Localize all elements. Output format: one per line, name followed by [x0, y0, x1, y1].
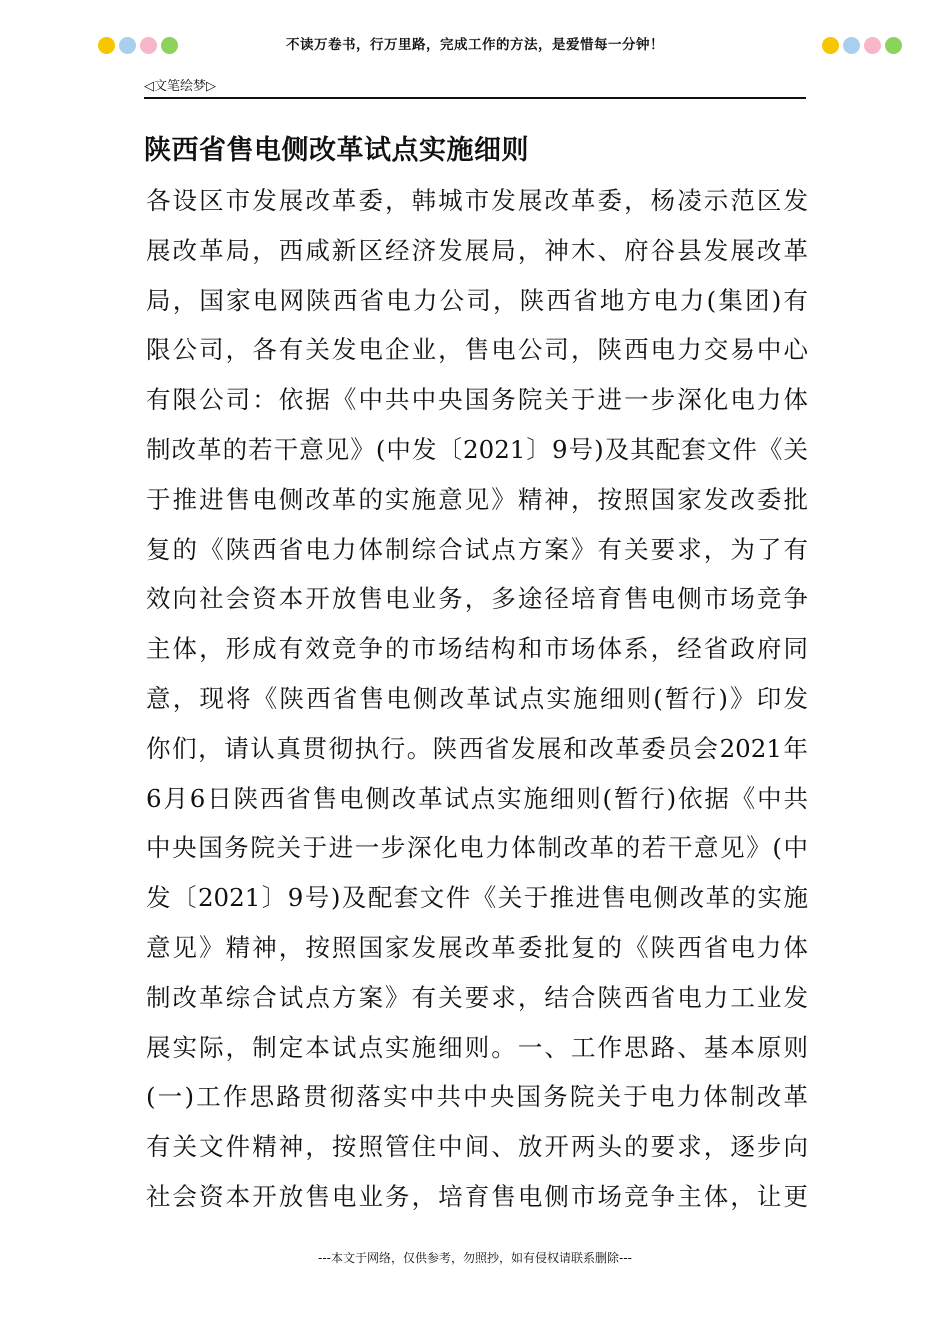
- body-line: 发〔2021〕9号)及配套文件《关于推进售电侧改革的实施: [146, 883, 808, 913]
- pink-dot-icon: [864, 37, 881, 54]
- body-line: 主体，形成有效竞争的市场结构和市场体系，经省政府同: [146, 634, 808, 664]
- body-line: 复的《陕西省电力体制综合试点方案》有关要求，为了有: [146, 534, 808, 564]
- body-line: 意，现将《陕西省售电侧改革试点实施细则(暂行)》印发: [146, 683, 808, 713]
- body-line: 意见》精神，按照国家发展改革委批复的《陕西省电力体: [146, 932, 808, 962]
- body-line: 有关文件精神，按照管住中间、放开两头的要求，逐步向: [146, 1132, 808, 1162]
- decorative-dots-right: [822, 37, 902, 54]
- body-line: 各设区市发展改革委，韩城市发展改革委，杨凌示范区发: [146, 186, 808, 215]
- header-motto: 不读万卷书，行万里路，完成工作的方法，是爱惜每一分钟！: [286, 37, 664, 53]
- yellow-dot-icon: [822, 37, 839, 54]
- body-line: 你们，请认真贯彻执行。陕西省发展和改革委员会2021年: [146, 733, 808, 763]
- body-line: 有限公司：依据《中共中央国务院关于进一步深化电力体: [146, 385, 808, 415]
- document-body: [146, 176, 808, 1222]
- body-line: 展实际，制定本试点实施细则。一、工作思路、基本原则: [146, 1032, 808, 1062]
- green-dot-icon: [885, 37, 902, 54]
- body-line: 制改革的若干意见》(中发〔2021〕9号)及其配套文件《关: [146, 434, 808, 464]
- body-line: 中央国务院关于进一步深化电力体制改革的若干意见》(中: [146, 833, 808, 863]
- header-divider: [144, 97, 806, 99]
- body-line: 于推进售电侧改革的实施意见》精神，按照国家发改委批: [146, 484, 808, 514]
- body-line: 局，国家电网陕西省电力公司，陕西省地方电力(集团)有: [146, 285, 808, 315]
- body-line: (一)工作思路贯彻落实中共中央国务院关于电力体制改革: [146, 1082, 808, 1112]
- body-line: 制改革综合试点方案》有关要求，结合陕西省电力工业发: [146, 982, 808, 1012]
- blue-dot-icon: [843, 37, 860, 54]
- body-line: 社会资本开放售电业务，培育售电侧市场竞争主体，让更: [146, 1181, 808, 1211]
- brand-label: ◁文笔绘梦▷: [144, 79, 216, 94]
- body-line: 限公司，各有关发电企业，售电公司，陕西电力交易中心: [146, 335, 808, 365]
- body-line: 展改革局，西咸新区经济发展局，神木、府谷县发展改革: [146, 235, 808, 265]
- body-line: 效向社会资本开放售电业务，多途径培育售电侧市场竞争: [146, 584, 808, 614]
- body-line: 6月6日陕西省售电侧改革试点实施细则(暂行)依据《中共: [146, 783, 808, 813]
- document-title: 陕西省售电侧改革试点实施细则: [144, 135, 529, 166]
- footer-disclaimer: ---本文于网络，仅供参考，勿照抄，如有侵权请联系删除---: [318, 1251, 632, 1265]
